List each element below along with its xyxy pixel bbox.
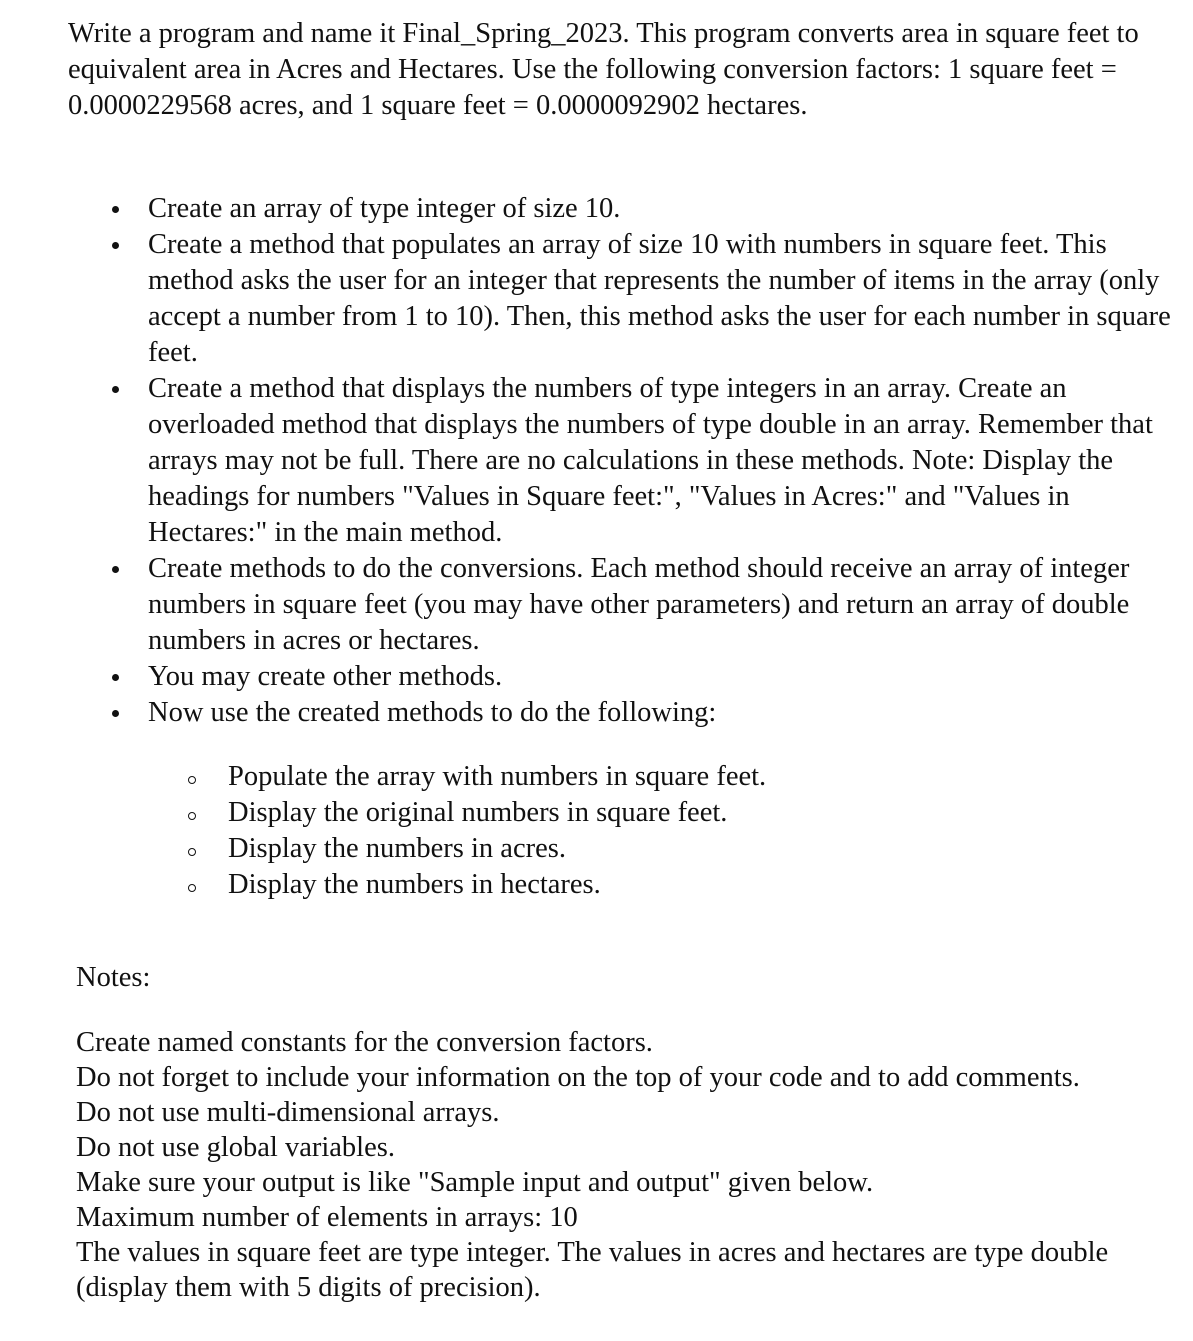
note-item: Do not forget to include your information on the top of your code and to add comments. <box>76 1062 1080 1093</box>
circle-bullet-icon <box>188 884 196 892</box>
notes-list <box>76 1025 1176 1305</box>
intro-paragraph: Write a program and name it Final_Spring_2023. This program converts area in square feet to equivalent area in Acres and Hectares. Use the following conversion factors: 1 square feet = 0.0000229568 acres, and 1 square feet = 0.0000092902 hectares. <box>68 18 1139 121</box>
bullet-icon <box>112 710 119 717</box>
circle-bullet-icon <box>188 848 196 856</box>
circle-bullet-icon <box>188 776 196 784</box>
requirement-item <box>148 551 1178 659</box>
step-item <box>228 867 1128 903</box>
requirement-text: Create an array of type integer of size 10. <box>148 193 621 224</box>
step-text: Display the numbers in acres. <box>228 833 566 864</box>
note-item: Create named constants for the conversion factors. <box>76 1027 653 1058</box>
requirement-text: Now use the created methods to do the following: <box>148 697 717 728</box>
note-item: Maximum number of elements in arrays: 10 <box>76 1202 578 1233</box>
requirement-text: You may create other methods. <box>148 661 503 692</box>
note-item: The values in square feet are type integer. The values in acres and hectares are type double (display them with 5 digits of precision). <box>76 1237 1109 1303</box>
circle-bullet-icon <box>188 812 196 820</box>
note-item: Make sure your output is like "Sample input and output" given below. <box>76 1167 874 1198</box>
requirement-text: Create a method that populates an array of size 10 with numbers in square feet. This method asks the user for an integer that represents the number of items in the array (only accept a number from 1 to 10). Then, this method asks the user for each number in square feet. <box>148 229 1171 368</box>
bullet-icon <box>112 242 119 249</box>
steps-sublist <box>228 759 1128 903</box>
notes-heading: Notes: <box>76 962 151 993</box>
bullet-icon <box>112 566 119 573</box>
bullet-icon <box>112 206 119 213</box>
step-text: Display the original numbers in square feet. <box>228 797 728 828</box>
step-item <box>228 759 1128 795</box>
step-item <box>228 831 1128 867</box>
bullet-icon <box>112 674 119 681</box>
step-text: Display the numbers in hectares. <box>228 869 601 900</box>
requirements-list <box>148 191 1178 731</box>
requirement-text: Create methods to do the conversions. Each method should receive an array of integer numbers in square feet (you may have other parameters) and return an array of double numbers in acres or hectares. <box>148 553 1130 656</box>
requirement-text: Create a method that displays the numbers of type integers in an array. Create an overloaded method that displays the numbers of type double in an array. Remember that arrays may not be full. There are no calculations in these methods. Note: Display the headings for numbers "Values in Square feet:", "Values in Acres:" and "Values in Hectares:" in the main method. <box>148 373 1153 548</box>
bullet-icon <box>112 386 119 393</box>
requirement-item <box>148 659 1178 695</box>
note-item: Do not use global variables. <box>76 1132 395 1163</box>
requirement-item <box>148 695 1178 731</box>
step-text: Populate the array with numbers in square feet. <box>228 761 767 792</box>
assignment-intro <box>68 16 1178 124</box>
requirement-item <box>148 227 1178 371</box>
step-item <box>228 795 1128 831</box>
requirement-item <box>148 371 1178 551</box>
note-item: Do not use multi-dimensional arrays. <box>76 1097 500 1128</box>
requirement-item <box>148 191 1178 227</box>
